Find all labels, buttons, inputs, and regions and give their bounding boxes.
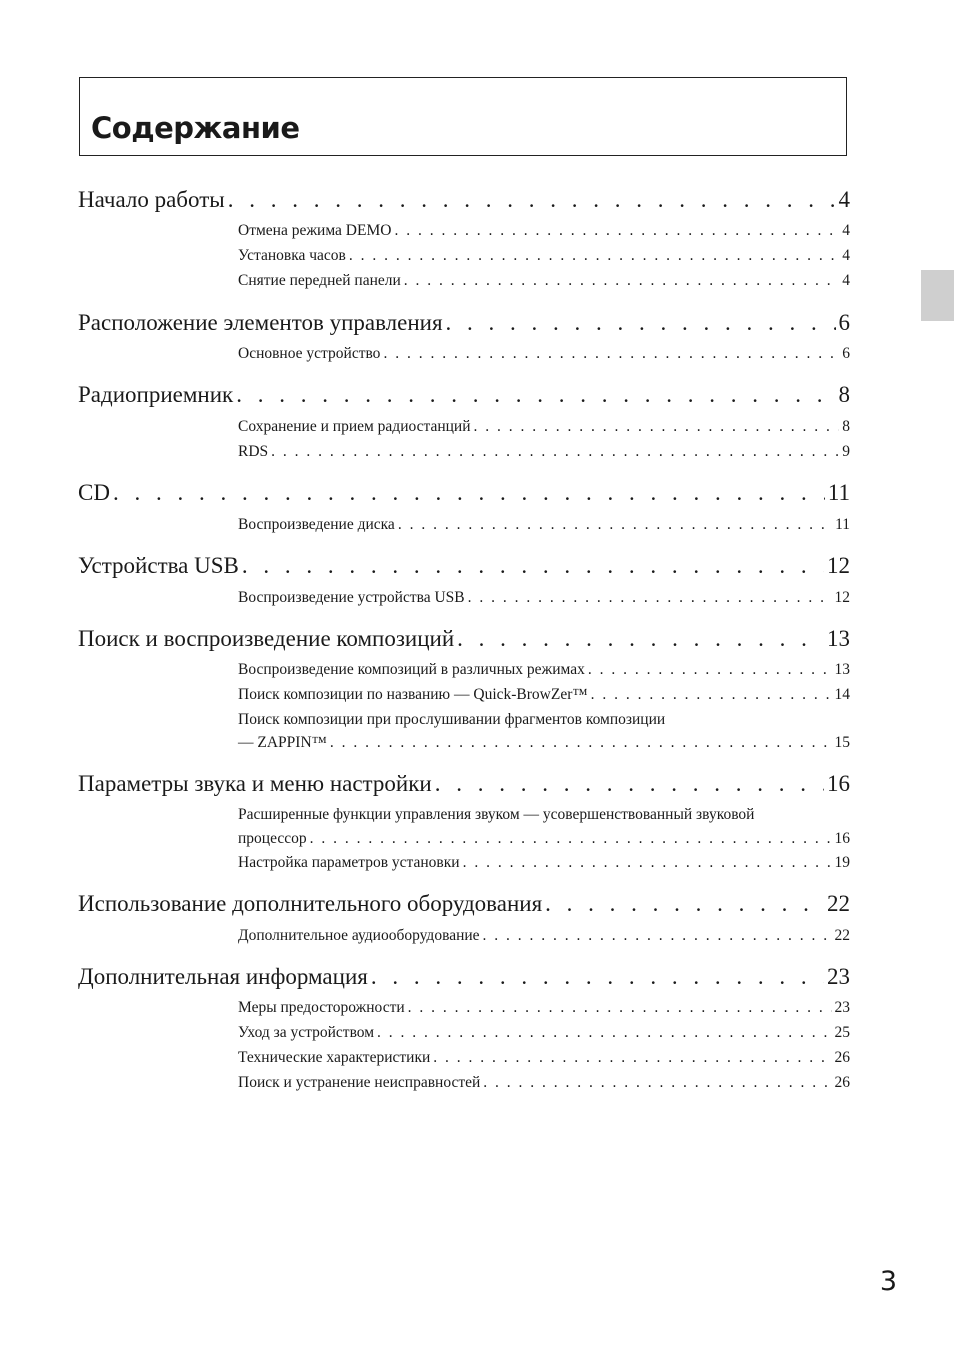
toc-section-controls[interactable]: Расположение элементов управления . . . 6 — [78, 309, 850, 337]
toc-entry-sound-processor[interactable]: процессор . . . 16 — [238, 829, 850, 849]
toc-entry-quick-browzer[interactable]: Поиск композиции по названию — Quick-BrowZer™ . . . 14 — [238, 685, 850, 705]
toc-section-sound-settings[interactable]: Параметры звука и меню настройки . . . 16 — [78, 770, 850, 798]
page-title: Содержание — [91, 111, 300, 145]
toc-entry-zappin[interactable]: — ZAPPIN™ . . . 15 — [238, 733, 850, 753]
toc-section-usb[interactable]: Устройства USB . . . 12 — [78, 552, 850, 580]
toc-section-label: Начало работы — [78, 187, 225, 212]
toc-entry-disc-playback[interactable]: Воспроизведение диска . . . 11 — [238, 515, 850, 535]
toc-section-search-playback[interactable]: Поиск и воспроизведение композиций . . . 13 — [78, 625, 850, 653]
toc-section-additional-info[interactable]: Дополнительная информация . . . 23 — [78, 963, 850, 991]
toc-entry-main-unit[interactable]: Основное устройство . . . 6 — [238, 344, 850, 364]
title-box — [79, 77, 847, 156]
toc-entry-play-modes[interactable]: Воспроизведение композиций в различных режимах . . . 13 — [238, 660, 850, 680]
toc-section-additional-equipment[interactable]: Использование дополнительного оборудования . . . 22 — [78, 890, 850, 918]
toc-page-number: 4 — [838, 187, 850, 212]
toc-entry-specifications[interactable]: Технические характеристики . . . 26 — [238, 1048, 850, 1068]
toc-entry-clock[interactable]: Установка часов . . . 4 — [238, 246, 850, 266]
toc-entry-zappin-line1[interactable]: Поиск композиции при прослушивании фрагментов композиции — [238, 711, 666, 728]
toc-entry-aux-audio[interactable]: Дополнительное аудиооборудование . . . 22 — [238, 926, 850, 946]
toc-section-start[interactable] — [78, 186, 850, 214]
toc-section-radio[interactable]: Радиоприемник . . . 8 — [78, 381, 850, 409]
section-tab-marker — [921, 270, 954, 321]
toc-section-cd[interactable]: CD . . . 11 — [78, 479, 850, 507]
toc-entry-storing-stations[interactable]: Сохранение и прием радиостанций . . . 8 — [238, 417, 850, 437]
toc-entry-rds[interactable]: RDS . . . 9 — [238, 442, 850, 462]
toc-entry-maintenance[interactable]: Уход за устройством . . . 25 — [238, 1023, 850, 1043]
toc-entry-usb-playback[interactable]: Воспроизведение устройства USB . . . 12 — [238, 588, 850, 608]
toc-entry-troubleshooting[interactable]: Поиск и устранение неисправностей . . . 26 — [238, 1073, 850, 1093]
toc-entry-precautions[interactable]: Меры предосторожности . . . 23 — [238, 998, 850, 1018]
toc-entry-sound-processor-line1[interactable]: Расширенные функции управления звуком — усовершенствованный звуковой — [238, 806, 755, 823]
toc-entry-demo[interactable]: Отмена режима DEMO . . . 4 — [238, 221, 850, 241]
toc-entry-front-panel[interactable]: Снятие передней панели . . . 4 — [238, 271, 850, 291]
page-number: 3 — [879, 1266, 897, 1297]
toc-entry-setup-params[interactable]: Настройка параметров установки . . . 19 — [238, 853, 850, 873]
